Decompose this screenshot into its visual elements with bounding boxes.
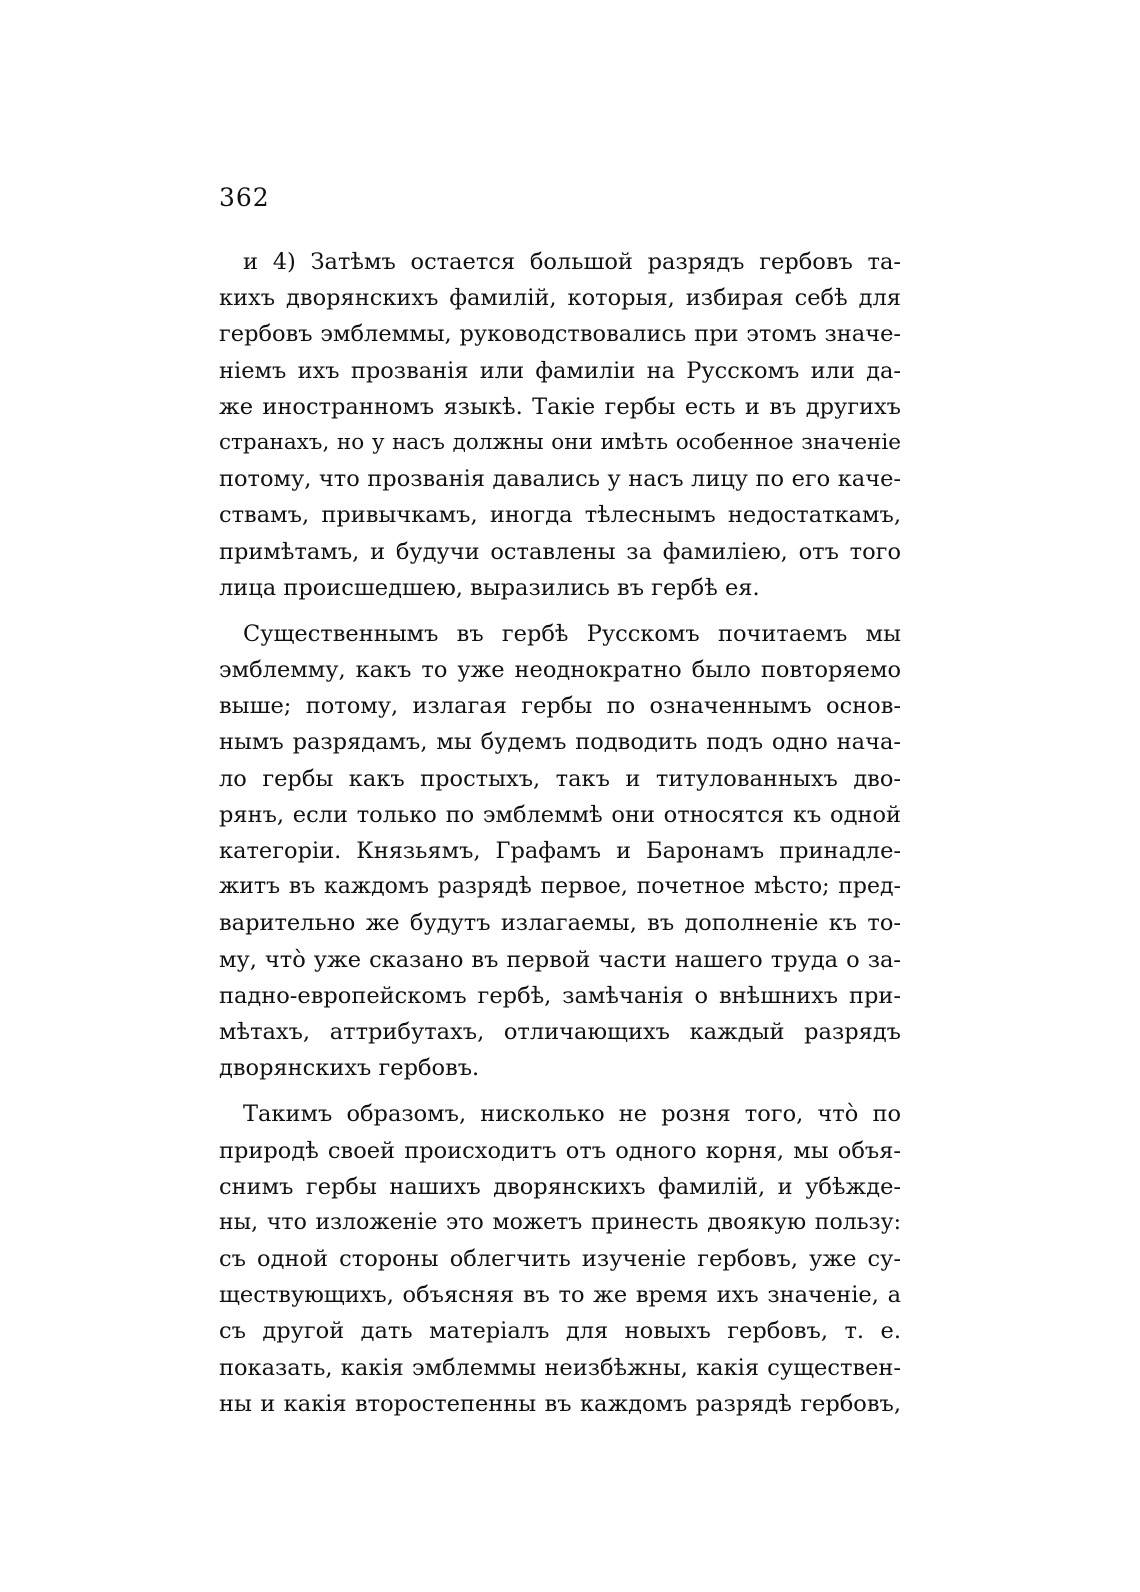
- text-line: дворянскихъ гербовъ.: [219, 1055, 480, 1082]
- text-line: ществующихъ, объясняя въ то же время ихъ значеніе, а: [219, 1282, 901, 1309]
- text-line: выше; потому, излагая гербы по означеннымъ основ-: [219, 693, 901, 720]
- text-line: ны и какія второстепенны въ каждомъ разрядѣ гербовъ,: [219, 1390, 901, 1417]
- text-line: ніемъ ихъ прозванія или фамиліи на Русскомъ или да-: [219, 357, 901, 384]
- paragraph-gap: [219, 606, 901, 616]
- text-line: категоріи. Князьямъ, Графамъ и Баронамъ принадле-: [219, 838, 901, 864]
- text-line: рянъ, если только по эмблеммѣ они относятся къ одной: [219, 801, 901, 828]
- text-line: Существеннымъ въ гербѣ Русскомъ почитаемъ мы: [243, 620, 901, 647]
- text-line: съ одной стороны облегчить изученіе гербовъ, уже су-: [219, 1246, 901, 1273]
- text-line: странахъ, но у насъ должны они имѣть особенное значеніе: [219, 429, 901, 455]
- text-line: примѣтамъ, и будучи оставлены за фамиліею, отъ того: [219, 538, 901, 565]
- text-line: ло гербы какъ простыхъ, такъ и титулованныхъ дво-: [219, 765, 901, 792]
- text-line: лица происшедшею, выразились въ гербѣ ея.: [219, 574, 760, 601]
- page-number: 362: [219, 183, 270, 212]
- text-line: потому, что прозванія давались у насъ лицу по его каче-: [219, 466, 901, 493]
- text-line: му, что̀ уже сказано въ первой части нашего труда о за-: [219, 946, 901, 973]
- text-line: нымъ разрядамъ, мы будемъ подводить подъ одно нача-: [219, 729, 901, 756]
- text-line: съ другой дать матеріалъ для новыхъ гербовъ, т. е.: [219, 1318, 901, 1345]
- text-line: природѣ своей происходитъ отъ одного корня, мы объя-: [219, 1137, 901, 1164]
- text-line: ствамъ, привычкамъ, иногда тѣлеснымъ недостаткамъ,: [219, 502, 901, 529]
- body-text: [219, 244, 901, 1422]
- text-line: эмблемму, какъ то уже неоднократно было повторяемо: [219, 657, 901, 684]
- text-line: падно-европейскомъ гербѣ, замѣчанія о внѣшнихъ при-: [219, 982, 901, 1009]
- text-line: варительно же будутъ излагаемы, въ дополненіе къ то-: [219, 910, 901, 937]
- text-line: житъ въ каждомъ разрядѣ первое, почетное мѣсто; пред-: [219, 874, 901, 900]
- text-line: Такимъ образомъ, нисколько не розня того, что̀ по: [243, 1101, 901, 1128]
- text-line: кихъ дворянскихъ фамилій, которыя, избирая себѣ для: [219, 285, 901, 312]
- text-line: показать, какія эмблеммы неизбѣжны, какія существен-: [219, 1354, 901, 1381]
- text-line: мѣтахъ, аттрибутахъ, отличающихъ каждый разрядъ: [219, 1018, 901, 1045]
- text-line: же иностранномъ языкѣ. Такіе гербы есть и въ другихъ: [219, 393, 901, 420]
- text-line: и 4) Затѣмъ остается большой разрядъ гербовъ та-: [243, 249, 901, 275]
- text-line: снимъ гербы нашихъ дворянскихъ фамилій, и убѣжде-: [219, 1173, 901, 1200]
- paragraph-gap: [219, 1086, 901, 1096]
- text-line: гербовъ эмблеммы, руководствовались при этомъ значе-: [219, 321, 901, 348]
- text-line: ны, что изложеніе это можетъ принесть двоякую пользу:: [219, 1209, 901, 1235]
